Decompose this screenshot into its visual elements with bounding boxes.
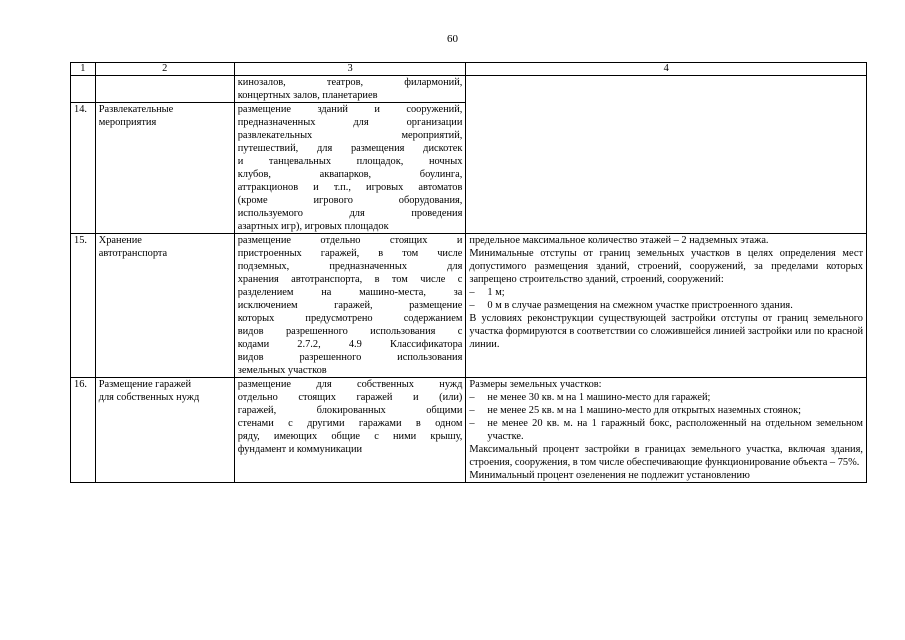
min-greening: Минимальный процент озеленения не подлежит установлению (469, 470, 750, 481)
desc-line: видов разрешенного использования с (237, 326, 463, 337)
use-name-line: Размещение гаражей (98, 379, 192, 390)
cont-desc-line: концертных залов, планетариев (237, 90, 378, 101)
reconstruction-note: В условиях реконструкции существующей застройки отступы от границ земельного участка формируются в соответствии со сложившейся линией застройки или по красной линии. (469, 313, 863, 350)
desc-line: стенами с другими гаражами в одном (237, 418, 463, 429)
desc-line: пристроенных гаражей, в том числе (237, 248, 463, 259)
use-description (234, 234, 466, 378)
max-coverage: Максимальный процент застройки в границах земельного участка, включая здания, строения, сооружения, в том числе обеспечивающие функционирование объекта – 75%. (469, 444, 863, 468)
table-header-row (71, 63, 867, 76)
cont-desc-line: кинозалов, театров, филармоний, (237, 77, 463, 88)
use-description (234, 103, 466, 234)
cont-name-cell (95, 76, 234, 103)
dash-marker: – (469, 392, 475, 403)
max-floors: предельное максимальное количество этажей – 2 надземных этажа. (469, 235, 769, 246)
desc-line: используемого для проведения (237, 208, 463, 219)
size-item: – не менее 25 кв. м на 1 машино-место для открытых наземных стоянок; (469, 405, 802, 416)
size-item: – не менее 30 кв. м на 1 машино-место для гаражей; (469, 392, 711, 403)
desc-line: размещение зданий и сооружений, (237, 104, 463, 115)
desc-line: размещение для собственных нужд (237, 379, 463, 390)
row-number: 14. (71, 103, 96, 234)
use-name-line: для собственных нужд (98, 392, 200, 403)
row-number: 15. (71, 234, 96, 378)
desc-line: гаражей, блокированных общими (237, 405, 463, 416)
table-row-16 (71, 378, 867, 483)
setback-item: – 0 м в случае размещения на смежном участке пристроенного здания. (469, 300, 793, 311)
table-row-continuation (71, 76, 867, 103)
table-row-15 (71, 234, 867, 378)
header-col-1: 1 (71, 63, 96, 76)
desc-line: земельных участков (237, 365, 327, 376)
desc-line: аттракционов и т.п., игровых автоматов (237, 182, 463, 193)
desc-line: путешествий, для размещения дискотек (237, 143, 463, 154)
desc-line: предназначенных для организации (237, 117, 463, 128)
setback-item: – 1 м; (469, 287, 505, 298)
desc-line: размещение отдельно стоящих и (237, 235, 463, 246)
use-name (95, 103, 234, 234)
desc-line: исключением гаражей, размещение (237, 300, 463, 311)
size-item: – не менее 20 кв. м. на 1 гаражный бокс, расположенный на отдельном земельном участке. (469, 418, 863, 442)
params-cell-13-14 (466, 76, 867, 234)
land-use-table (70, 62, 867, 483)
row-number: 16. (71, 378, 96, 483)
header-col-4: 4 (466, 63, 867, 76)
desc-line: разделением на машино-места, за (237, 287, 463, 298)
desc-line: которых предусмотрено содержанием (237, 313, 463, 324)
dash-marker: – (469, 287, 475, 298)
header-col-2: 2 (95, 63, 234, 76)
desc-line: отдельно стоящих гаражей и (или) (237, 392, 463, 403)
cont-num-cell (71, 76, 96, 103)
desc-line: азартных игр), игровых площадок (237, 221, 389, 232)
dash-marker: – (469, 418, 475, 429)
desc-line: фундамент и коммуникации (237, 444, 363, 455)
use-name-line: Развлекательные (98, 104, 174, 115)
desc-line: (кроме игрового оборудования, (237, 195, 463, 206)
desc-line: ряду, имеющих общие с ними крышу, (237, 431, 463, 442)
use-name (95, 378, 234, 483)
desc-line: видов разрешенного использования (237, 352, 463, 363)
dash-marker: – (469, 300, 475, 311)
desc-line: кодами 2.7.2, 4.9 Классификатора (237, 339, 463, 350)
use-name-line: Хранение (98, 235, 142, 246)
use-description (234, 378, 466, 483)
dash-marker: – (469, 405, 475, 416)
desc-line: развлекательных мероприятий, (237, 130, 463, 141)
sizes-title: Размеры земельных участков: (469, 379, 602, 390)
setbacks-intro: Минимальные отступы от границ земельных участков в целях определения мест допустимого размещения зданий, строений, сооружений, за пределами которых запрещено строительство зданий, строений, сооружений: (469, 248, 863, 285)
params-cell-16 (466, 378, 867, 483)
desc-line: клубов, аквапарков, боулинга, (237, 169, 463, 180)
desc-line: и танцевальных площадок, ночных (237, 156, 463, 167)
use-name-line: автотранспорта (98, 248, 168, 259)
desc-line: хранения автотранспорта, в том числе с (237, 274, 463, 285)
cont-desc-cell (234, 76, 466, 103)
use-name-line: мероприятия (98, 117, 157, 128)
header-col-3: 3 (234, 63, 466, 76)
desc-line: подземных, предназначенных для (237, 261, 463, 272)
use-name (95, 234, 234, 378)
params-cell-15 (466, 234, 867, 378)
page-number: 60 (447, 33, 458, 45)
